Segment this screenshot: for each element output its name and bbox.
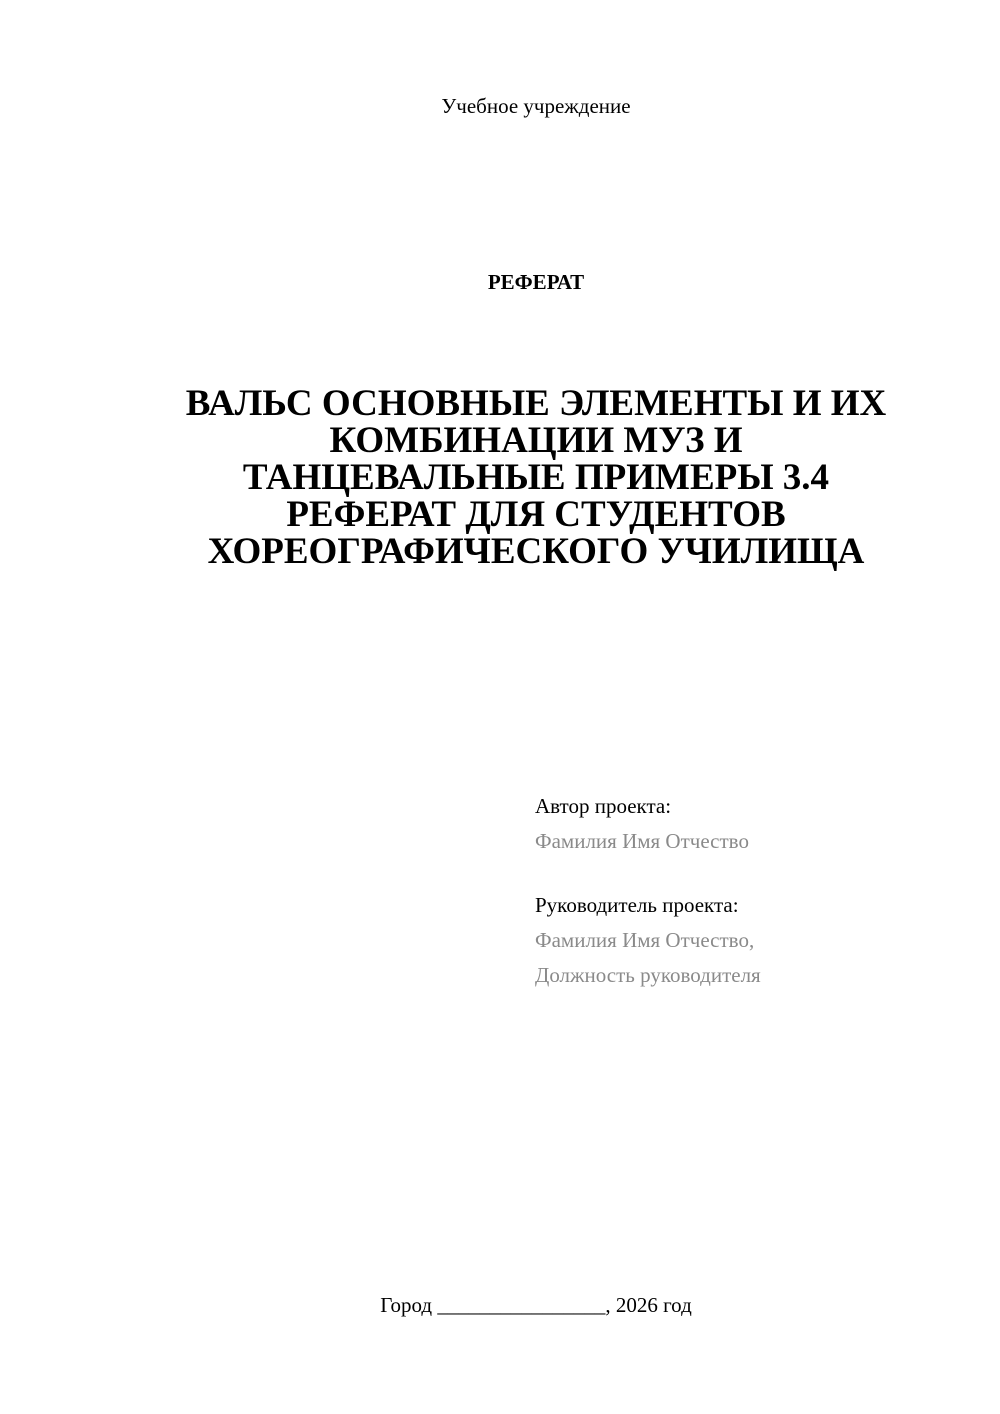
title-line: РЕФЕРАТ ДЛЯ СТУДЕНТОВ <box>286 494 786 535</box>
credits-spacer <box>535 859 975 888</box>
credits-block <box>535 789 975 993</box>
title-line: ВАЛЬС ОСНОВНЫЕ ЭЛЕМЕНТЫ И ИХ <box>185 383 887 424</box>
author-name: Фамилия Имя Отчество <box>535 829 749 853</box>
title-line: ТАНЦЕВАЛЬНЫЕ ПРИМЕРЫ 3.4 <box>242 457 830 498</box>
institution-name: Учебное учреждение <box>441 94 631 118</box>
supervisor-position: Должность руководителя <box>535 963 761 987</box>
document-type: РЕФЕРАТ <box>487 270 585 294</box>
document-title <box>120 385 952 570</box>
title-line: ХОРЕОГРАФИЧЕСКОГО УЧИЛИЩА <box>207 531 865 572</box>
city-year-line: Город ________________, 2026 год <box>380 1293 692 1317</box>
supervisor-name: Фамилия Имя Отчество, <box>535 928 755 952</box>
supervisor-label: Руководитель проекта: <box>535 893 739 917</box>
title-line: КОМБИНАЦИИ МУЗ И <box>329 420 743 461</box>
author-label: Автор проекта: <box>535 794 672 818</box>
